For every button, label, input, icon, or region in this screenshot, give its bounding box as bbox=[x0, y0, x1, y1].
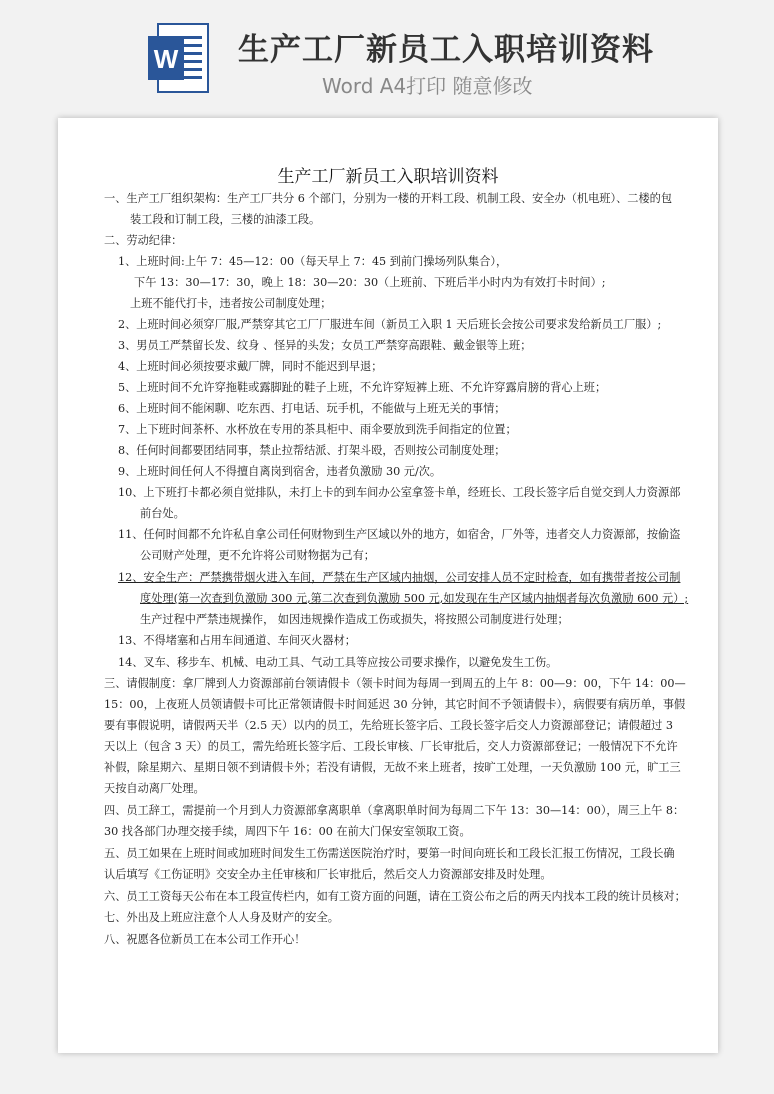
doc-line: 4、上班时间必须按要求戴厂牌，同时不能迟到早退； bbox=[118, 360, 383, 373]
banner-title: 生产工厂新员工入职培训资料 bbox=[238, 32, 654, 68]
doc-line: 要有事假说明，请假两天半（2.5 天）以内的员工，先给班长签字后、工段长签字后交人力资源部登记；请假超过 3 bbox=[104, 719, 674, 732]
doc-line: 14、叉车、移步车、机械、电动工具、气动工具等应按公司要求操作，以避免发生工伤。 bbox=[118, 656, 558, 669]
doc-line: 认后填写《工伤证明》交安全办主任审核和厂长审批后，然后交人力资源部安排及时处理。 bbox=[104, 868, 552, 881]
doc-line: 上班不能代打卡，违者按公司制度处理； bbox=[130, 297, 332, 310]
doc-line: 5、上班时间不允许穿拖鞋或露脚趾的鞋子上班，不允许穿短裤上班、不允许穿露肩膀的背心上班； bbox=[118, 381, 607, 394]
banner-subtitle: Word A4打印 随意修改 bbox=[322, 74, 533, 98]
doc-line: 补假，除星期六、星期日领不到请假卡外；若没有请假，无故不来上班者，按旷工处理，一天负激励 100 元，旷工三 bbox=[104, 761, 681, 774]
doc-line: 装工段和订制工段，三楼的油漆工段。 bbox=[130, 213, 321, 226]
doc-line: 3、男员工严禁留长发、纹身 、怪异的头发；女员工严禁穿高跟鞋、戴金银等上班； bbox=[118, 339, 532, 352]
doc-line: 6、上班时间不能闲聊、吃东西、打电话、玩手机，不能做与上班无关的事情； bbox=[118, 402, 506, 415]
doc-line: 11、任何时间都不允许私自拿公司任何财物到生产区域以外的地方，如宿舍，厂外等，违者交人力资源部，按偷盗 bbox=[118, 528, 681, 541]
icon-letter: W bbox=[153, 44, 179, 74]
doc-line: 8、任何时间都要团结同事，禁止拉帮结派、打架斗殴，否则按公司制度处理； bbox=[118, 444, 506, 457]
doc-line: 天按自动离厂处理。 bbox=[104, 782, 205, 795]
doc-line: 五、员工如果在上班时间或加班时间发生工伤需送医院治疗时，要第一时间向班长和工段长汇报工伤情况，工段长确 bbox=[104, 847, 675, 860]
doc-line: 七、外出及上班应注意个人人身及财产的安全。 bbox=[104, 911, 339, 924]
doc-line: 公司财产处理，更不允许将公司财物据为己有； bbox=[140, 549, 375, 562]
doc-line: 15：00，上夜班人员领请假卡可比正常领请假卡时间延迟 30 分钟，其它时间不予领请假卡），病假要有病历单，事假 bbox=[104, 698, 686, 711]
doc-line-underlined: 12、安全生产：严禁携带烟火进入车间，严禁在生产区域内抽烟，公司安排人员不定时检查，如有携带者按公司制 bbox=[118, 571, 681, 584]
doc-line: 7、上下班时间茶杯、水杯放在专用的茶具柜中、雨伞要放到洗手间指定的位置； bbox=[118, 423, 517, 436]
doc-line: 八、祝愿各位新员工在本公司工作开心！ bbox=[104, 933, 306, 946]
doc-line: 前台处。 bbox=[140, 507, 185, 520]
doc-line: 一、生产工厂组织架构：生产工厂共分 6 个部门，分别为一楼的开料工段、机制工段、安全办（机电班）、二楼的包 bbox=[104, 192, 673, 205]
doc-line-underlined: 度处理(第一次查到负激励 300 元,第二次查到负激励 500 元,如发现在生产区域内抽烟者每次负激励 600 元）; bbox=[140, 592, 689, 605]
doc-line: 30 找各部门办理交接手续，周四下午 16：00 在前大门保安室领取工资。 bbox=[104, 825, 471, 838]
doc-line: 三、请假制度：拿厂牌到人力资源部前台领请假卡（领卡时间为每周一到周五的上午 8：00—9：00，下午 14：00— bbox=[104, 677, 686, 690]
doc-line: 9、上班时间任何人不得擅自离岗到宿舍，违者负激励 30 元/次。 bbox=[118, 465, 442, 478]
word-document-icon bbox=[148, 22, 210, 94]
document-title: 生产工厂新员工入职培训资料 bbox=[277, 167, 499, 187]
doc-line: 二、劳动纪律： bbox=[104, 234, 183, 247]
doc-line: 2、上班时间必须穿厂服,严禁穿其它工厂厂服进车间（新员工入职 1 天后班长会按公司要求发给新员工厂服）; bbox=[118, 318, 662, 331]
doc-line: 13、不得堵塞和占用车间通道、车间灭火器材； bbox=[118, 634, 356, 647]
doc-line: 10、上下班打卡都必须自觉排队，未打上卡的到车间办公室拿签卡单，经班长、工段长签字后自觉交到人力资源部 bbox=[118, 486, 681, 499]
doc-line: 下午 13：30—17：30，晚上 18：30—20：30（上班前、下班后半小时内为有效打卡时间）; bbox=[134, 276, 606, 289]
document-page bbox=[58, 118, 718, 1053]
doc-line: 六、员工工资每天公布在本工段宣传栏内，如有工资方面的问题，请在工资公布之后的两天内找本工段的统计员核对； bbox=[104, 890, 686, 903]
doc-line: 生产过程中严禁违规操作， 如因违规操作造成工伤或损失，将按照公司制度进行处理； bbox=[140, 613, 569, 626]
doc-line: 四、员工辞工，需提前一个月到人力资源部拿离职单（拿离职单时间为每周二下午 13：30—14：00），周三上午 8： bbox=[104, 804, 685, 817]
doc-line: 1、上班时间:上午 7：45—12：00（每天早上 7：45 到前门操场列队集合）， bbox=[118, 255, 508, 268]
doc-line: 天以上（包含 3 天）的员工，需先给班长签字后、工段长审核、厂长审批后，交人力资源部登记；一般情况下不允许 bbox=[104, 740, 678, 753]
banner bbox=[0, 0, 774, 110]
